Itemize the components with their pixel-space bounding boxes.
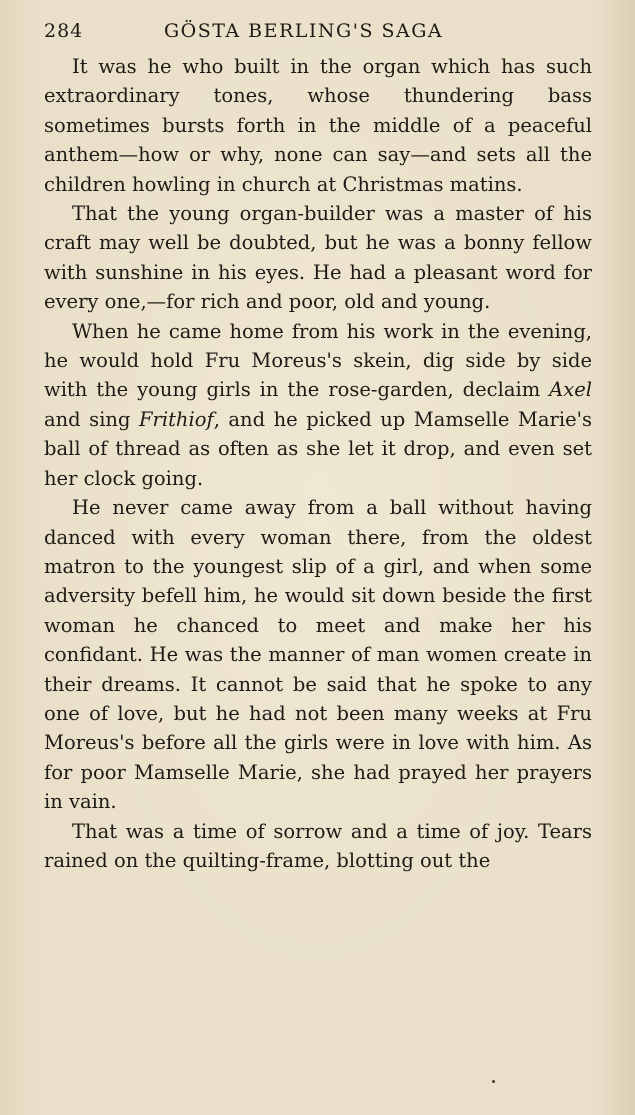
paragraph	[44, 317, 592, 493]
work-title-frithiof: Frithiof	[139, 407, 214, 431]
paper-speck	[492, 1080, 495, 1083]
running-head	[44, 14, 592, 52]
paragraph: It was he who built in the organ which has such extraordinary tones, whose thundering bass sometimes bursts forth in the middle of a peaceful anthem—how or why, none can say—and sets all the children howling in church at Christmas matins.	[44, 55, 592, 196]
paragraph: He never came away from a ball without having danced with every woman there, from the oldest matron to the youngest slip of a girl, and when some adversity befell him, he would sit down beside the first woman he chanced to meet and make her his confidant. He was the manner of man women create in their dreams. It cannot be said that he spoke to any one of love, but he had not been many weeks at Fru Moreus's before all the girls were in love with him. As for poor Mamselle Marie, she had prayed her prayers in vain.	[44, 496, 592, 814]
running-title: GÖSTA BERLING'S SAGA	[164, 20, 444, 42]
paragraph-text: When he came home from his work in the evening, he would hold Fru Moreus's skein, dig side by side with the young girls in the rose-garden, declaim	[44, 319, 592, 402]
work-title-axel: Axel	[549, 378, 592, 402]
paragraph-text: and sing	[44, 407, 139, 431]
book-page	[44, 14, 592, 875]
paragraph-text: , and he picked up Mamselle Marie's ball of thread as often as she let it drop, and even set her clock going.	[44, 407, 592, 490]
paragraph: That was a time of sorrow and a time of joy. Tears rained on the quilting-frame, blotting out the	[44, 819, 592, 872]
page-number: 284	[44, 20, 84, 42]
body-text	[44, 52, 592, 875]
paragraph: That the young organ-builder was a master of his craft may well be doubted, but he was a bonny fellow with sunshine in his eyes. He had a pleasant word for every one,—for rich and poor, old and young.	[44, 202, 592, 314]
